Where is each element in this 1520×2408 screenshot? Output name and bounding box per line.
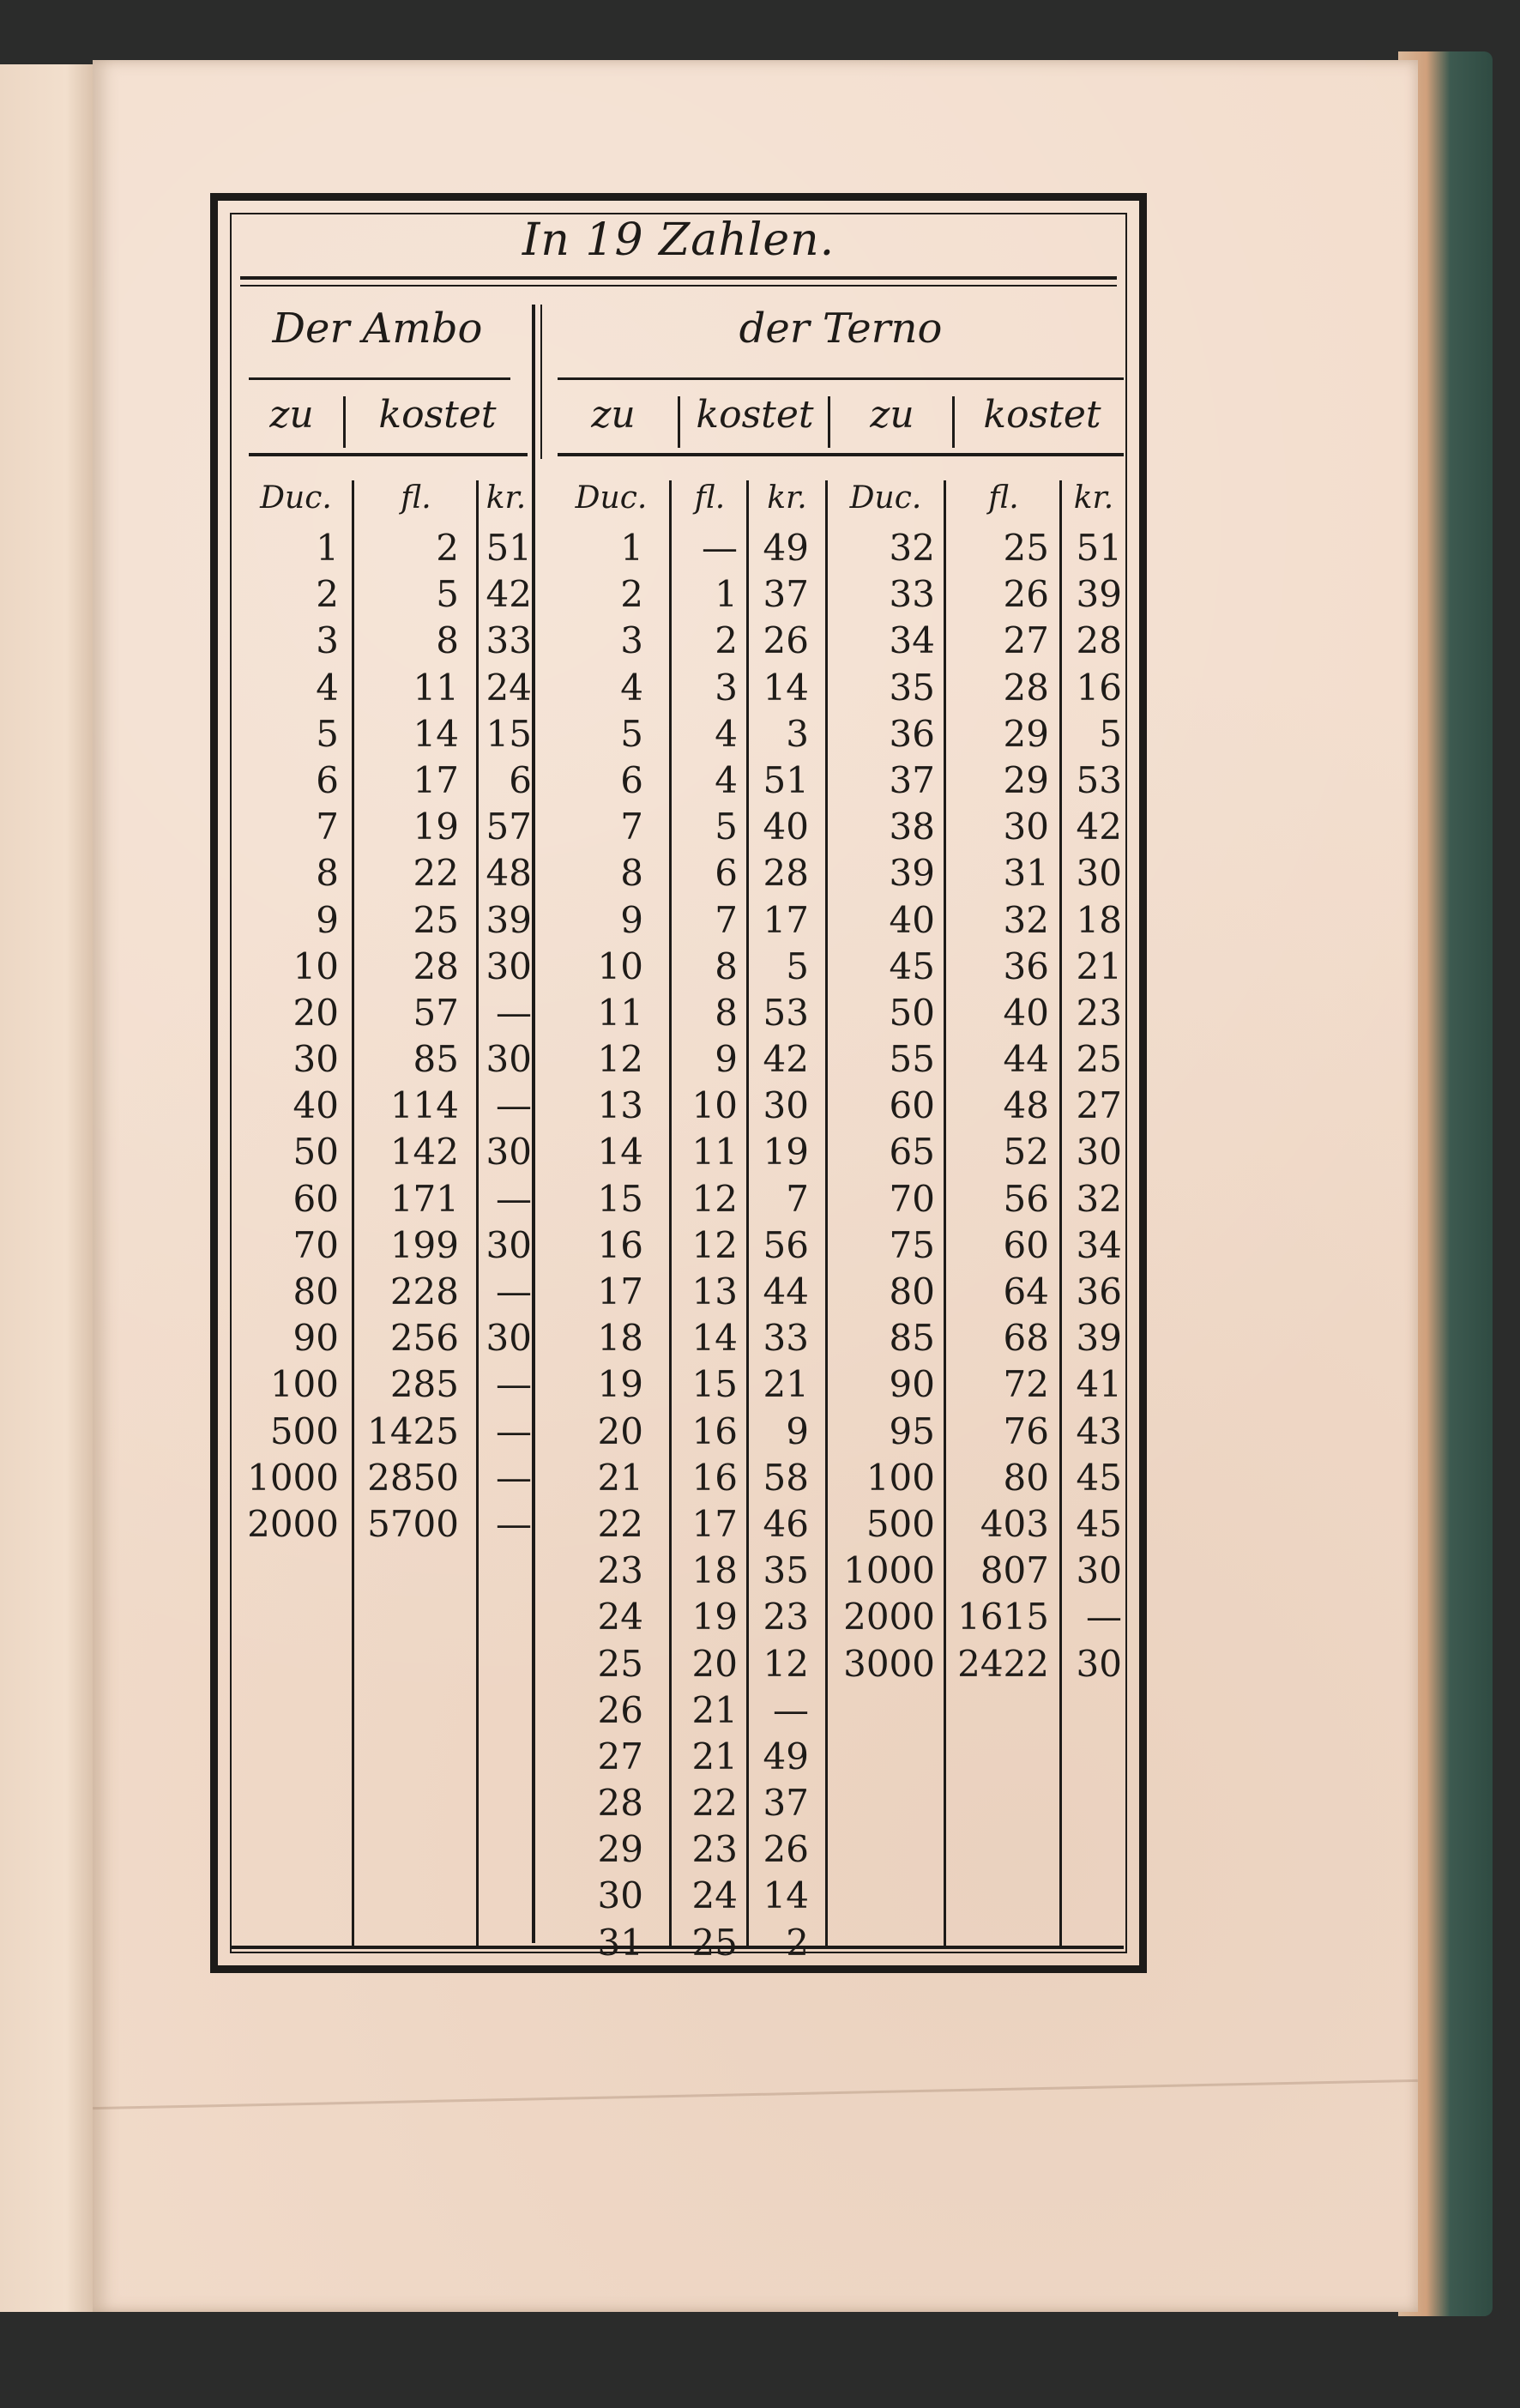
ambo-kr-cell: 48 [486, 852, 532, 895]
terno-left-kr-cell: 19 [763, 1131, 809, 1174]
terno-left-fl-cell: 9 [715, 1038, 738, 1081]
terno-right-duc-cell: 3000 [843, 1642, 935, 1685]
terno-heading: der Terno [739, 305, 943, 353]
terno-left-kr-cell: 37 [763, 573, 809, 616]
terno-sub-divider-3 [952, 396, 955, 448]
terno-left-duc-cell: 25 [597, 1642, 643, 1685]
ambo-kr-cell: — [496, 1456, 532, 1499]
terno-left-duc-cell: 21 [597, 1456, 643, 1499]
terno-left-fl-cell: 22 [691, 1782, 738, 1825]
terno-left-duc-cell: 12 [597, 1038, 643, 1081]
ambo-fl-cell: 142 [389, 1131, 459, 1174]
ambo-kr-cell: 30 [486, 1038, 532, 1081]
terno-right-fl-cell: 27 [1003, 619, 1049, 662]
terno-left-kr-cell: 14 [763, 666, 809, 709]
terno-left-kr-cell: 17 [763, 898, 809, 941]
terno-right-fl-cell: 40 [1003, 991, 1049, 1034]
terno-right-kr-cell: 53 [1076, 758, 1122, 801]
terno-sub-rule [558, 453, 1124, 456]
ambo-kr-cell: — [496, 1084, 532, 1127]
ambo-fl-cell: 2 [436, 527, 459, 569]
terno-right-duc-cell: 38 [889, 806, 935, 848]
section-divider [532, 305, 535, 1943]
ambo-fl-cell: 28 [413, 944, 459, 987]
terno-left-duc-cell: 5 [620, 712, 643, 755]
ambo-col-line-1 [352, 480, 354, 1947]
terno-left-duc-cell: 27 [597, 1735, 643, 1777]
terno-left-duc-cell: 17 [597, 1270, 643, 1313]
terno-left-duc-cell: 3 [620, 619, 643, 662]
ambo-kr-cell: 30 [486, 1317, 532, 1360]
ambo-fl-column [356, 525, 459, 1548]
terno-left-kr-cell: 23 [763, 1596, 809, 1639]
terno-left-duc-cell: 26 [597, 1688, 643, 1731]
terno-right-kr-cell: 25 [1076, 1038, 1122, 1081]
terno-right-duc-cell: 33 [889, 573, 935, 616]
terno-right-fl-cell: 72 [1003, 1363, 1049, 1406]
terno-right-unit-kr: kr. [1073, 480, 1114, 516]
terno-left-fl-cell: 16 [691, 1456, 738, 1499]
ambo-fl-cell: 199 [389, 1223, 459, 1266]
ambo-duc-cell: 5 [316, 712, 339, 755]
terno-sub-zu-2: zu [870, 393, 914, 437]
ambo-fl-cell: 22 [413, 852, 459, 895]
terno-left-fl-cell: 12 [691, 1177, 738, 1220]
terno-left-duc-cell: 18 [597, 1317, 643, 1360]
terno-left-fl-cell: 2 [715, 619, 738, 662]
terno-right-fl-cell: 32 [1003, 898, 1049, 941]
terno-right-kr-cell: 23 [1076, 991, 1122, 1034]
ambo-heading-rule [249, 377, 510, 380]
terno-left-kr-cell: 49 [763, 527, 809, 569]
ambo-heading: Der Ambo [272, 305, 483, 353]
terno-left-kr-cell: 5 [786, 944, 809, 987]
terno-sub-divider-2 [828, 396, 830, 448]
terno-left-kr-cell: 26 [763, 619, 809, 662]
ambo-fl-cell: 285 [389, 1363, 459, 1406]
terno-left-kr-cell: 33 [763, 1317, 809, 1360]
terno-sub-kostet-1: kostet [696, 393, 814, 437]
terno-right-duc-cell: 35 [889, 666, 935, 709]
terno-right-duc-cell: 65 [889, 1131, 935, 1174]
terno-right-duc-cell: 39 [889, 852, 935, 895]
ambo-unit-fl: fl. [401, 480, 431, 516]
title-rule [240, 276, 1117, 280]
terno-left-kr-cell: 37 [763, 1782, 809, 1825]
terno-right-fl-cell: 44 [1003, 1038, 1049, 1081]
terno-left-kr-column [751, 525, 809, 1966]
terno-left-duc-cell: 20 [597, 1409, 643, 1452]
terno-left-duc-cell: 2 [620, 573, 643, 616]
terno-right-fl-cell: 36 [1003, 944, 1049, 987]
ambo-kr-cell: 42 [486, 573, 532, 616]
terno-right-fl-cell: 76 [1003, 1409, 1049, 1452]
terno-left-fl-cell: 15 [691, 1363, 738, 1406]
ambo-fl-cell: 1425 [367, 1409, 459, 1452]
ambo-duc-cell: 60 [293, 1177, 339, 1220]
terno-right-fl-cell: 29 [1003, 758, 1049, 801]
terno-left-fl-cell: 13 [691, 1270, 738, 1313]
terno-right-fl-cell: 29 [1003, 712, 1049, 755]
ambo-duc-cell: 6 [316, 758, 339, 801]
terno-left-kr-cell: 42 [763, 1038, 809, 1081]
ambo-fl-cell: 8 [436, 619, 459, 662]
terno-right-duc-cell: 45 [889, 944, 935, 987]
terno-right-unit-duc: Duc. [849, 480, 922, 516]
terno-right-duc-cell: 85 [889, 1317, 935, 1360]
ambo-duc-column [244, 525, 339, 1548]
ambo-kr-cell: 6 [509, 758, 532, 801]
ambo-duc-cell: 1000 [247, 1456, 339, 1499]
terno-right-kr-cell: 32 [1076, 1177, 1122, 1220]
terno-left-duc-cell: 30 [597, 1874, 643, 1917]
terno-right-kr-cell: 21 [1076, 944, 1122, 987]
terno-right-kr-cell: 30 [1076, 1549, 1122, 1592]
ambo-kr-column [480, 525, 532, 1548]
ambo-duc-cell: 70 [293, 1223, 339, 1266]
terno-right-kr-cell: 16 [1076, 666, 1122, 709]
terno-left-duc-cell: 14 [597, 1131, 643, 1174]
terno-right-duc-cell: 55 [889, 1038, 935, 1081]
terno-left-fl-cell: 17 [691, 1502, 738, 1545]
terno-left-duc-cell: 7 [620, 806, 643, 848]
ambo-duc-cell: 40 [293, 1084, 339, 1127]
terno-left-fl-cell: 14 [691, 1317, 738, 1360]
terno-right-fl-cell: 26 [1003, 573, 1049, 616]
terno-right-kr-cell: 18 [1076, 898, 1122, 941]
terno-left-kr-cell: — [773, 1688, 809, 1731]
terno-left-duc-cell: 29 [597, 1828, 643, 1871]
terno-right-duc-cell: 37 [889, 758, 935, 801]
terno-right-fl-cell: 403 [980, 1502, 1049, 1545]
terno-left-fl-cell: 12 [691, 1223, 738, 1266]
terno-right-kr-cell: 41 [1076, 1363, 1122, 1406]
terno-right-duc-cell: 75 [889, 1223, 935, 1266]
terno-left-fl-cell: 16 [691, 1409, 738, 1452]
ambo-duc-cell: 30 [293, 1038, 339, 1081]
terno-right-duc-cell: 36 [889, 712, 935, 755]
terno-left-kr-cell: 12 [763, 1642, 809, 1685]
terno-right-fl-cell: 60 [1003, 1223, 1049, 1266]
terno-left-unit-kr: kr. [767, 480, 807, 516]
page-title: In 19 Zahlen. [522, 214, 835, 266]
terno-left-duc-cell: 6 [620, 758, 643, 801]
ambo-kr-cell: — [496, 1363, 532, 1406]
ambo-duc-cell: 1 [316, 527, 339, 569]
terno-col-line-2 [746, 480, 749, 1947]
terno-left-kr-cell: 21 [763, 1363, 809, 1406]
terno-heading-rule [558, 377, 1124, 380]
terno-left-kr-cell: 58 [763, 1456, 809, 1499]
terno-right-kr-cell: 43 [1076, 1409, 1122, 1452]
ambo-fl-cell: 171 [389, 1177, 459, 1220]
terno-right-kr-cell: 30 [1076, 1642, 1122, 1685]
terno-left-fl-cell: 19 [691, 1596, 738, 1639]
terno-right-kr-column [1064, 525, 1122, 1687]
terno-left-kr-cell: 40 [763, 806, 809, 848]
terno-left-duc-cell: 9 [620, 898, 643, 941]
terno-left-duc-cell: 24 [597, 1596, 643, 1639]
ambo-sub-rule [249, 453, 528, 456]
ambo-duc-cell: 4 [316, 666, 339, 709]
terno-left-duc-cell: 23 [597, 1549, 643, 1592]
terno-left-fl-cell: 21 [691, 1688, 738, 1731]
ambo-kr-cell: — [496, 1502, 532, 1545]
terno-left-fl-cell: 4 [715, 758, 738, 801]
terno-right-kr-cell: 39 [1076, 1317, 1122, 1360]
ambo-duc-cell: 9 [316, 898, 339, 941]
terno-col-line-1 [669, 480, 672, 1947]
ambo-kr-cell: 51 [486, 527, 532, 569]
terno-sub-kostet-2: kostet [983, 393, 1101, 437]
title-rule-thin [240, 285, 1117, 287]
ambo-kr-cell: 30 [486, 1223, 532, 1266]
terno-left-duc-cell: 4 [620, 666, 643, 709]
ambo-duc-cell: 7 [316, 806, 339, 848]
terno-left-kr-cell: 7 [786, 1177, 809, 1220]
terno-left-fl-cell: 6 [715, 852, 738, 895]
terno-left-duc-cell: 19 [597, 1363, 643, 1406]
terno-right-fl-cell: 48 [1003, 1084, 1049, 1127]
ambo-duc-cell: 500 [269, 1409, 339, 1452]
terno-right-fl-cell: 1615 [957, 1596, 1049, 1639]
terno-right-duc-cell: 1000 [843, 1549, 935, 1592]
terno-right-kr-cell: 28 [1076, 619, 1122, 662]
ambo-kr-cell: 57 [486, 806, 532, 848]
left-page-edge [0, 64, 94, 2312]
terno-right-duc-column [832, 525, 935, 1687]
ambo-duc-cell: 50 [293, 1131, 339, 1174]
ambo-fl-cell: 5700 [367, 1502, 459, 1545]
terno-sub-divider-1 [678, 396, 680, 448]
ambo-duc-cell: 2000 [247, 1502, 339, 1545]
ambo-kr-cell: 15 [486, 712, 532, 755]
terno-col-line-4 [944, 480, 946, 1947]
section-divider-thin [540, 305, 542, 459]
terno-left-duc-cell: 31 [597, 1921, 643, 1964]
ambo-kr-cell: — [496, 1270, 532, 1313]
terno-right-kr-cell: 42 [1076, 806, 1122, 848]
terno-right-duc-cell: 90 [889, 1363, 935, 1406]
terno-left-fl-cell: 23 [691, 1828, 738, 1871]
terno-right-fl-column [948, 525, 1049, 1687]
ambo-kr-cell: 33 [486, 619, 532, 662]
ambo-fl-cell: 5 [436, 573, 459, 616]
terno-right-fl-cell: 56 [1003, 1177, 1049, 1220]
terno-right-kr-cell: 5 [1099, 712, 1122, 755]
ambo-fl-cell: 114 [389, 1084, 459, 1127]
terno-left-duc-cell: 15 [597, 1177, 643, 1220]
terno-left-fl-cell: 1 [715, 573, 738, 616]
ambo-duc-cell: 3 [316, 619, 339, 662]
terno-right-fl-cell: 68 [1003, 1317, 1049, 1360]
terno-right-kr-cell: — [1086, 1596, 1122, 1639]
terno-right-kr-cell: 30 [1076, 852, 1122, 895]
terno-left-kr-cell: 51 [763, 758, 809, 801]
terno-left-fl-cell: 8 [715, 944, 738, 987]
terno-right-fl-cell: 2422 [957, 1642, 1049, 1685]
terno-left-unit-fl: fl. [694, 480, 726, 516]
terno-right-kr-cell: 51 [1076, 527, 1122, 569]
ambo-kr-cell: — [496, 1177, 532, 1220]
terno-left-duc-cell: 10 [597, 944, 643, 987]
terno-left-duc-cell: 16 [597, 1223, 643, 1266]
terno-right-duc-cell: 70 [889, 1177, 935, 1220]
terno-left-kr-cell: 14 [763, 1874, 809, 1917]
terno-left-kr-cell: 49 [763, 1735, 809, 1777]
ambo-unit-kr: kr. [486, 480, 527, 516]
terno-right-kr-cell: 30 [1076, 1131, 1122, 1174]
ambo-duc-cell: 100 [269, 1363, 339, 1406]
ambo-fl-cell: 14 [413, 712, 459, 755]
terno-left-fl-cell: 5 [715, 806, 738, 848]
ambo-unit-duc: Duc. [260, 480, 332, 516]
terno-left-fl-cell: 20 [691, 1642, 738, 1685]
ambo-fl-cell: 19 [413, 806, 459, 848]
terno-left-fl-cell: 10 [691, 1084, 738, 1127]
ambo-fl-cell: 228 [389, 1270, 459, 1313]
terno-left-duc-cell: 22 [597, 1502, 643, 1545]
terno-right-duc-cell: 40 [889, 898, 935, 941]
terno-left-fl-cell: 25 [691, 1921, 738, 1964]
terno-left-fl-cell: 7 [715, 898, 738, 941]
terno-right-duc-cell: 50 [889, 991, 935, 1034]
ambo-fl-cell: 85 [413, 1038, 459, 1081]
terno-right-fl-cell: 80 [1003, 1456, 1049, 1499]
terno-left-kr-cell: 3 [786, 712, 809, 755]
terno-right-kr-cell: 36 [1076, 1270, 1122, 1313]
terno-left-fl-cell: 18 [691, 1549, 738, 1592]
terno-right-duc-cell: 34 [889, 619, 935, 662]
ambo-kr-cell: 39 [486, 898, 532, 941]
terno-left-fl-cell: 21 [691, 1735, 738, 1777]
terno-left-duc-column [558, 525, 643, 1966]
ambo-kr-cell: — [496, 1409, 532, 1452]
terno-right-fl-cell: 31 [1003, 852, 1049, 895]
ambo-sub-zu: zu [269, 393, 314, 437]
terno-right-duc-cell: 60 [889, 1084, 935, 1127]
ambo-duc-cell: 10 [293, 944, 339, 987]
terno-left-duc-cell: 8 [620, 852, 643, 895]
terno-left-kr-cell: 56 [763, 1223, 809, 1266]
terno-left-duc-cell: 28 [597, 1782, 643, 1825]
terno-left-fl-cell: 4 [715, 712, 738, 755]
ambo-sub-divider [343, 396, 346, 448]
ambo-col-line-2 [476, 480, 479, 1947]
terno-right-fl-cell: 64 [1003, 1270, 1049, 1313]
terno-left-kr-cell: 28 [763, 852, 809, 895]
terno-right-fl-cell: 52 [1003, 1131, 1049, 1174]
terno-left-kr-cell: 26 [763, 1828, 809, 1871]
terno-right-fl-cell: 28 [1003, 666, 1049, 709]
terno-left-kr-cell: 9 [786, 1409, 809, 1452]
terno-sub-zu-1: zu [591, 393, 636, 437]
terno-left-kr-cell: 53 [763, 991, 809, 1034]
terno-left-kr-cell: 30 [763, 1084, 809, 1127]
terno-left-fl-cell: 24 [691, 1874, 738, 1917]
terno-left-fl-cell: — [702, 527, 738, 569]
terno-right-kr-cell: 27 [1076, 1084, 1122, 1127]
terno-right-fl-cell: 30 [1003, 806, 1049, 848]
terno-col-line-5 [1059, 480, 1062, 1947]
terno-left-fl-cell: 8 [715, 991, 738, 1034]
terno-right-kr-cell: 39 [1076, 573, 1122, 616]
ambo-duc-cell: 20 [293, 991, 339, 1034]
terno-col-line-3 [825, 480, 828, 1947]
terno-left-fl-cell: 11 [691, 1131, 738, 1174]
terno-right-duc-cell: 2000 [843, 1596, 935, 1639]
terno-left-kr-cell: 35 [763, 1549, 809, 1592]
ambo-fl-cell: 17 [413, 758, 459, 801]
terno-right-kr-cell: 34 [1076, 1223, 1122, 1266]
ambo-fl-cell: 25 [413, 898, 459, 941]
ambo-fl-cell: 11 [413, 666, 459, 709]
ambo-kr-cell: 24 [486, 666, 532, 709]
terno-right-duc-cell: 100 [866, 1456, 935, 1499]
terno-left-duc-cell: 11 [597, 991, 643, 1034]
terno-right-kr-cell: 45 [1076, 1502, 1122, 1545]
ambo-kr-cell: — [496, 991, 532, 1034]
ambo-fl-cell: 2850 [367, 1456, 459, 1499]
terno-right-kr-cell: 45 [1076, 1456, 1122, 1499]
terno-left-unit-duc: Duc. [575, 480, 648, 516]
terno-left-kr-cell: 2 [786, 1921, 809, 1964]
terno-right-duc-cell: 32 [889, 527, 935, 569]
terno-left-duc-cell: 13 [597, 1084, 643, 1127]
terno-left-kr-cell: 44 [763, 1270, 809, 1313]
terno-right-fl-cell: 25 [1003, 527, 1049, 569]
ambo-fl-cell: 256 [389, 1317, 459, 1360]
ambo-duc-cell: 80 [293, 1270, 339, 1313]
terno-right-fl-cell: 807 [980, 1549, 1049, 1592]
ambo-sub-kostet: kostet [378, 393, 497, 437]
terno-right-duc-cell: 95 [889, 1409, 935, 1452]
terno-right-duc-cell: 80 [889, 1270, 935, 1313]
ambo-kr-cell: 30 [486, 1131, 532, 1174]
terno-right-unit-fl: fl. [988, 480, 1019, 516]
terno-right-duc-cell: 500 [866, 1502, 935, 1545]
ambo-duc-cell: 90 [293, 1317, 339, 1360]
ambo-kr-cell: 30 [486, 944, 532, 987]
terno-left-duc-cell: 1 [620, 527, 643, 569]
ambo-fl-cell: 57 [413, 991, 459, 1034]
ambo-duc-cell: 2 [316, 573, 339, 616]
terno-left-fl-cell: 3 [715, 666, 738, 709]
ambo-duc-cell: 8 [316, 852, 339, 895]
terno-left-kr-cell: 46 [763, 1502, 809, 1545]
terno-left-fl-column [673, 525, 738, 1966]
